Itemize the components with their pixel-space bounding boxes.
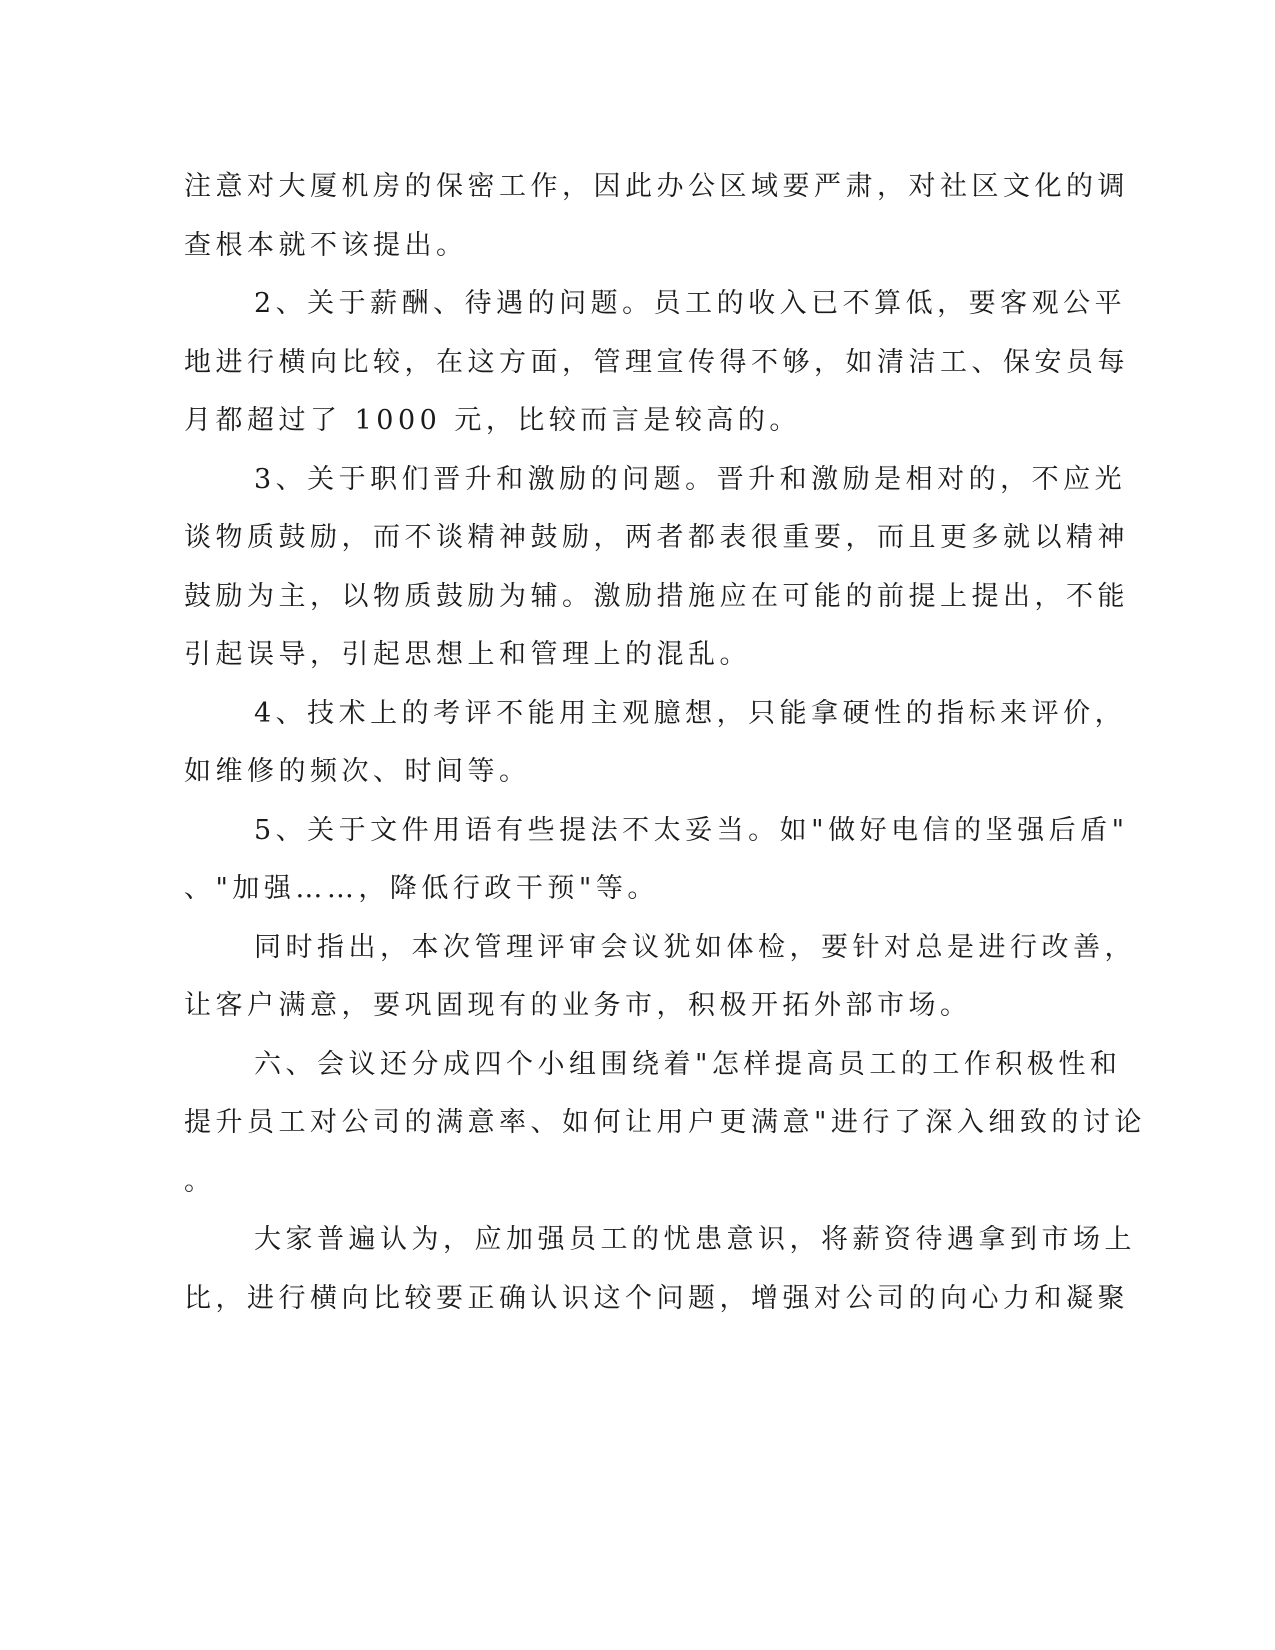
text-line: 、"加强……，降低行政干预"等。 xyxy=(184,873,659,904)
text-line: 2、关于薪酬、待遇的问题。员工的收入已不算低，要客观公平 xyxy=(254,288,1127,319)
body-text xyxy=(184,158,1146,1328)
text-line: 六、会议还分成四个小组围绕着"怎样提高员工的工作积极性和 xyxy=(254,1048,1122,1080)
text-line: 鼓励为主，以物质鼓励为辅。激励措施应在可能的前提上提出，不能 xyxy=(184,580,1129,612)
text-line: 大家普遍认为，应加强员工的忧患意识，将薪资待遇拿到市场上 xyxy=(254,1224,1136,1255)
text-line: 5、关于文件用语有些提法不太妥当。如"做好电信的坚强后盾" xyxy=(254,814,1129,846)
text-line: 同时指出，本次管理评审会议犹如体检，要针对总是进行改善， xyxy=(254,931,1136,963)
text-line: 比，进行横向比较要正确认识这个问题，增强对公司的向心力和凝聚 xyxy=(184,1282,1129,1314)
text-line: 4、技术上的考评不能用主观臆想，只能拿硬性的指标来评价， xyxy=(254,697,1127,729)
text-line: 谈物质鼓励，而不谈精神鼓励，两者都表很重要，而且更多就以精神 xyxy=(184,522,1129,553)
text-line: 月都超过了 1000 元，比较而言是较高的。 xyxy=(184,405,801,436)
text-line: 3、关于职们晋升和激励的问题。晋升和激励是相对的，不应光 xyxy=(254,463,1127,495)
text-line: 提升员工对公司的满意率、如何让用户更满意"进行了深入细致的讨论 xyxy=(184,1107,1146,1138)
text-line: 地进行横向比较，在这方面，管理宣传得不够，如清洁工、保安员每 xyxy=(184,346,1129,378)
text-line: 。 xyxy=(184,1165,216,1197)
text-line: 让客户满意，要巩固现有的业务市，积极开拓外部市场。 xyxy=(184,990,972,1021)
text-line: 注意对大厦机房的保密工作，因此办公区域要严肃，对社区文化的调 xyxy=(184,171,1129,202)
text-line: 查根本就不该提出。 xyxy=(184,229,468,261)
text-line: 如维修的频次、时间等。 xyxy=(184,756,531,787)
text-line: 引起误导，引起思想上和管理上的混乱。 xyxy=(184,639,751,670)
